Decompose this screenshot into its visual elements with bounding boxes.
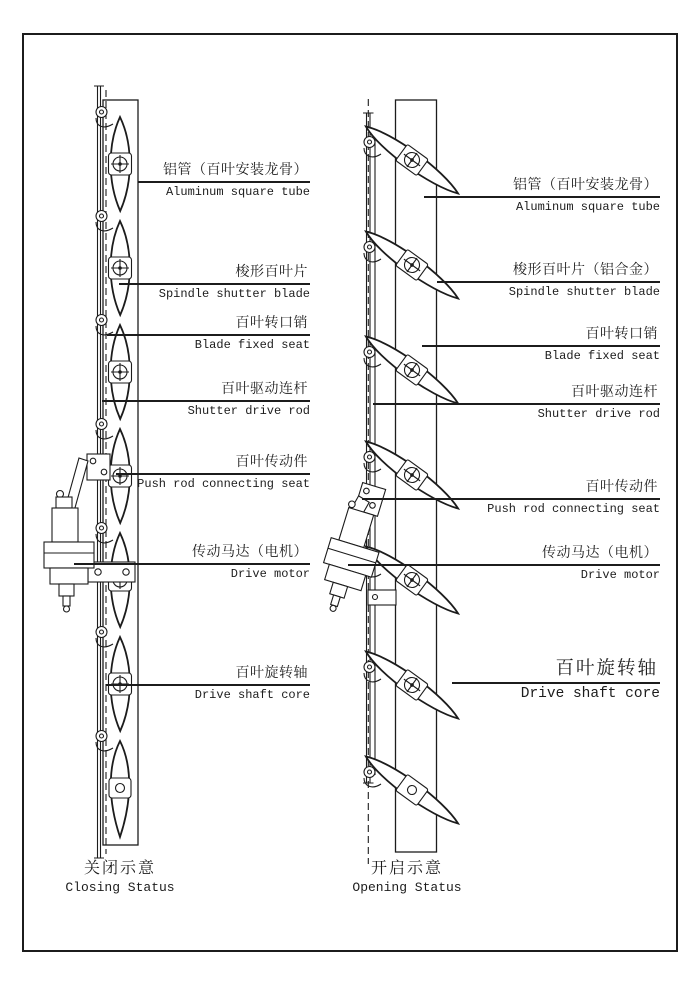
leader-line bbox=[373, 403, 660, 405]
motor-cylinder bbox=[52, 508, 78, 542]
label-cn: 百叶旋转轴 bbox=[235, 665, 308, 681]
label-en: Spindle shutter blade bbox=[508, 285, 660, 299]
caption-closing-status bbox=[35, 855, 205, 895]
label-cn: 百叶旋转轴 bbox=[555, 658, 658, 679]
label-en: Drive motor bbox=[580, 568, 660, 582]
caption-cn: 关闭示意 bbox=[83, 858, 156, 877]
leader-line bbox=[116, 473, 310, 475]
drive-rod-right bbox=[363, 99, 375, 864]
label-en: Shutter drive rod bbox=[187, 404, 310, 418]
label-en: Aluminum square tube bbox=[515, 200, 660, 214]
label-cn: 百叶转口销 bbox=[585, 326, 658, 342]
label-cn: 百叶驱动连杆 bbox=[221, 381, 308, 397]
blades-closed bbox=[109, 117, 132, 837]
label-cn: 百叶转口销 bbox=[235, 315, 308, 331]
leader-line bbox=[424, 196, 660, 198]
leader-line bbox=[102, 400, 310, 402]
blade-closed-bottom bbox=[109, 741, 131, 837]
opening-assembly bbox=[311, 99, 464, 864]
label-cn: 铝管（百叶安装龙骨） bbox=[163, 162, 308, 178]
leader-line bbox=[422, 345, 660, 347]
label-en: Drive shaft core bbox=[520, 686, 660, 702]
leader-line bbox=[107, 334, 310, 336]
label-cn: 梭形百叶片 bbox=[235, 264, 308, 280]
label-cn: 百叶驱动连杆 bbox=[571, 384, 658, 400]
leader-line bbox=[452, 682, 660, 684]
caption-en: Closing Status bbox=[65, 880, 175, 895]
leader-line bbox=[362, 498, 660, 500]
leader-line bbox=[437, 281, 660, 283]
label-en: Spindle shutter blade bbox=[158, 287, 310, 301]
label-cn: 传动马达（电机） bbox=[192, 544, 308, 560]
caption-en: Opening Status bbox=[352, 880, 462, 895]
leader-line bbox=[348, 564, 660, 566]
label-en: Blade fixed seat bbox=[544, 349, 660, 363]
blades-open bbox=[360, 118, 464, 831]
label-en: Aluminum square tube bbox=[165, 185, 310, 199]
label-cn: 百叶传动件 bbox=[585, 479, 658, 495]
label-cn: 铝管（百叶安装龙骨） bbox=[513, 177, 658, 193]
leader-line bbox=[138, 181, 310, 183]
label-en: Push rod connecting seat bbox=[487, 502, 660, 516]
pivot-seats-left bbox=[96, 107, 113, 751]
closing-assembly bbox=[44, 86, 138, 858]
label-en: Drive shaft core bbox=[194, 688, 310, 702]
label-en: Push rod connecting seat bbox=[137, 477, 310, 491]
blade-open-bottom bbox=[360, 748, 464, 831]
label-cn: 传动马达（电机） bbox=[542, 545, 658, 561]
label-cn: 百叶传动件 bbox=[235, 454, 308, 470]
label-cn: 梭形百叶片（铝合金） bbox=[513, 262, 658, 278]
push-rod-connecting-seat bbox=[87, 454, 110, 480]
caption-cn: 开启示意 bbox=[370, 858, 443, 877]
label-en: Blade fixed seat bbox=[194, 338, 310, 352]
label-en: Drive motor bbox=[230, 567, 310, 581]
label-en: Shutter drive rod bbox=[537, 407, 660, 421]
leader-line bbox=[106, 684, 310, 686]
drive-motor-right bbox=[311, 478, 397, 619]
leader-line bbox=[119, 283, 310, 285]
leader-line bbox=[74, 563, 310, 565]
caption-opening-status bbox=[322, 855, 492, 895]
